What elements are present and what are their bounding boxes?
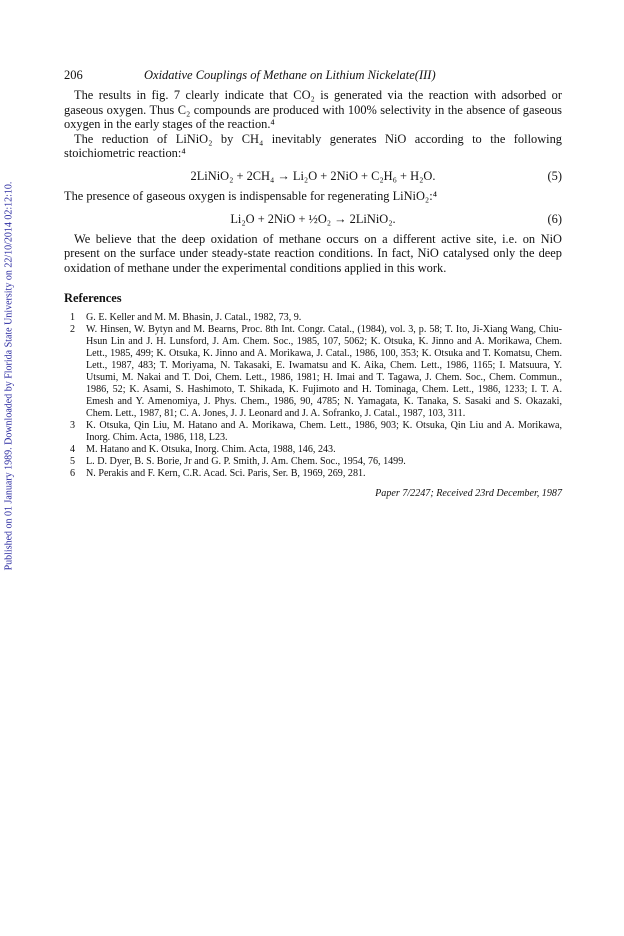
paragraph-deep-oxidation: We believe that the deep oxidation of methane occurs on a different active site, i.e. on NiO present on the surface under steady-state reaction conditions. In fact, NiO catalysed only the deep oxidation of methane under the experimental conditions applied in this work. <box>64 231 562 275</box>
equation-expression: 2LiNiO₂ + 2CH₄ → Li₂O + 2NiO + C₂H₆ + H₂O. <box>190 168 436 183</box>
reference-text: G. E. Keller and M. M. Bhasin, J. Catal., 1982, 73, 9. <box>86 312 302 324</box>
download-watermark-text: Published on 01 January 1989. Downloaded by Florida State University on 22/10/2014 02:12:10. <box>3 181 15 571</box>
paragraph-reduction: The reduction of LiNiO₂ by CH₄ inevitably generates NiO according to the following stoichiometric reaction:⁴ <box>64 131 562 161</box>
reference-item <box>64 468 562 480</box>
reference-number: 1 <box>70 312 76 324</box>
download-watermark <box>2 156 16 596</box>
paragraph-co2-results: The results in fig. 7 clearly indicate that CO₂ is generated via the reaction with adsorbed or gaseous oxygen. Thus C₂ compounds are produced with 100% selectivity in the absence of gaseous oxygen in the early stages of the reaction.⁴ <box>64 88 562 132</box>
reference-item <box>64 420 562 444</box>
reference-item <box>64 324 562 420</box>
reference-number: 3 <box>70 420 76 432</box>
equation-6 <box>64 210 562 228</box>
reference-item <box>64 444 562 456</box>
reference-number: 6 <box>70 468 76 480</box>
reference-number: 4 <box>70 444 76 456</box>
reference-text: L. D. Dyer, B. S. Borie, Jr and G. P. Smith, J. Am. Chem. Soc., 1954, 76, 1499. <box>86 456 406 468</box>
reference-text: N. Perakis and F. Kern, C.R. Acad. Sci. Paris, Ser. B, 1969, 269, 281. <box>86 468 366 480</box>
references-heading: References <box>64 291 122 306</box>
reference-list <box>64 312 562 480</box>
paper-received-note: Paper 7/2247; Received 23rd December, 1987 <box>375 488 562 500</box>
reference-number: 5 <box>70 456 76 468</box>
reference-text: K. Otsuka, Qin Liu, M. Hatano and A. Morikawa, Chem. Lett., 1986, 903; K. Otsuka, Qin Liu and A. Morikawa, Inorg. Chim. Acta, 1986, 118, L23. <box>86 420 562 444</box>
reference-number: 2 <box>70 324 76 336</box>
equation-number: (6) <box>547 211 562 226</box>
equation-expression: Li₂O + 2NiO + ½O₂ → 2LiNiO₂. <box>230 211 396 226</box>
running-title: Oxidative Couplings of Methane on Lithium Nickelate(III) <box>144 68 436 82</box>
reference-text: W. Hinsen, W. Bytyn and M. Bearns, Proc. 8th Int. Congr. Catal., (1984), vol. 3, p. 58; T. Ito, Ji-Xiang Wang, Chiu-Hsun Lin and J. H. Lunsford, J. Am. Chem. Soc., 1985, 107, 5062; K. Otsuka, K. Jinno and A. Morikawa, Chem. Lett., 1985, 499; K. Otsuka, K. Jinno and A. Morikawa, J. Catal., 1986, 100, 353; K. Otsuka and T. Komatsu, Chem. Lett., 1987, 483; T. Moriyama, N. Takasaki, E. Iwamatsu and K. Aika, Chem. Lett., 1986, 1165; I. Matsuura, Y. Utsumi, M. Nakai and T. Doi, Chem. Lett., 1986, 1981; H. Imai and T. Tagawa, J. Chem. Soc., Chem. Commun., 1986, 52; K. Asami, S. Hashimoto, T. Shikada, K. Fujimoto and H. Tominaga, Chem. Lett., 1986, 1233; I. T. A. Emesh and Y. Amenomiya, J. Phys. Chem., 1986, 90, 4785; N. Yamagata, K. Tanaka, S. Sasaki and S. Okazaki, Chem. Lett., 1987, 81; C. A. Jones, J. J. Leonard and J. A. Sofranko, J. Catal., 1987, 103, 311. <box>86 324 562 420</box>
equation-5 <box>64 167 562 185</box>
reference-item <box>64 456 562 468</box>
paragraph-regeneration: The presence of gaseous oxygen is indispensable for regenerating LiNiO₂:⁴ <box>64 188 438 203</box>
page-number: 206 <box>64 68 83 82</box>
reference-text: M. Hatano and K. Otsuka, Inorg. Chim. Acta, 1988, 146, 243. <box>86 444 336 456</box>
journal-page <box>64 68 562 499</box>
equation-number: (5) <box>547 168 562 183</box>
running-head <box>64 68 562 84</box>
reference-item <box>64 312 562 324</box>
